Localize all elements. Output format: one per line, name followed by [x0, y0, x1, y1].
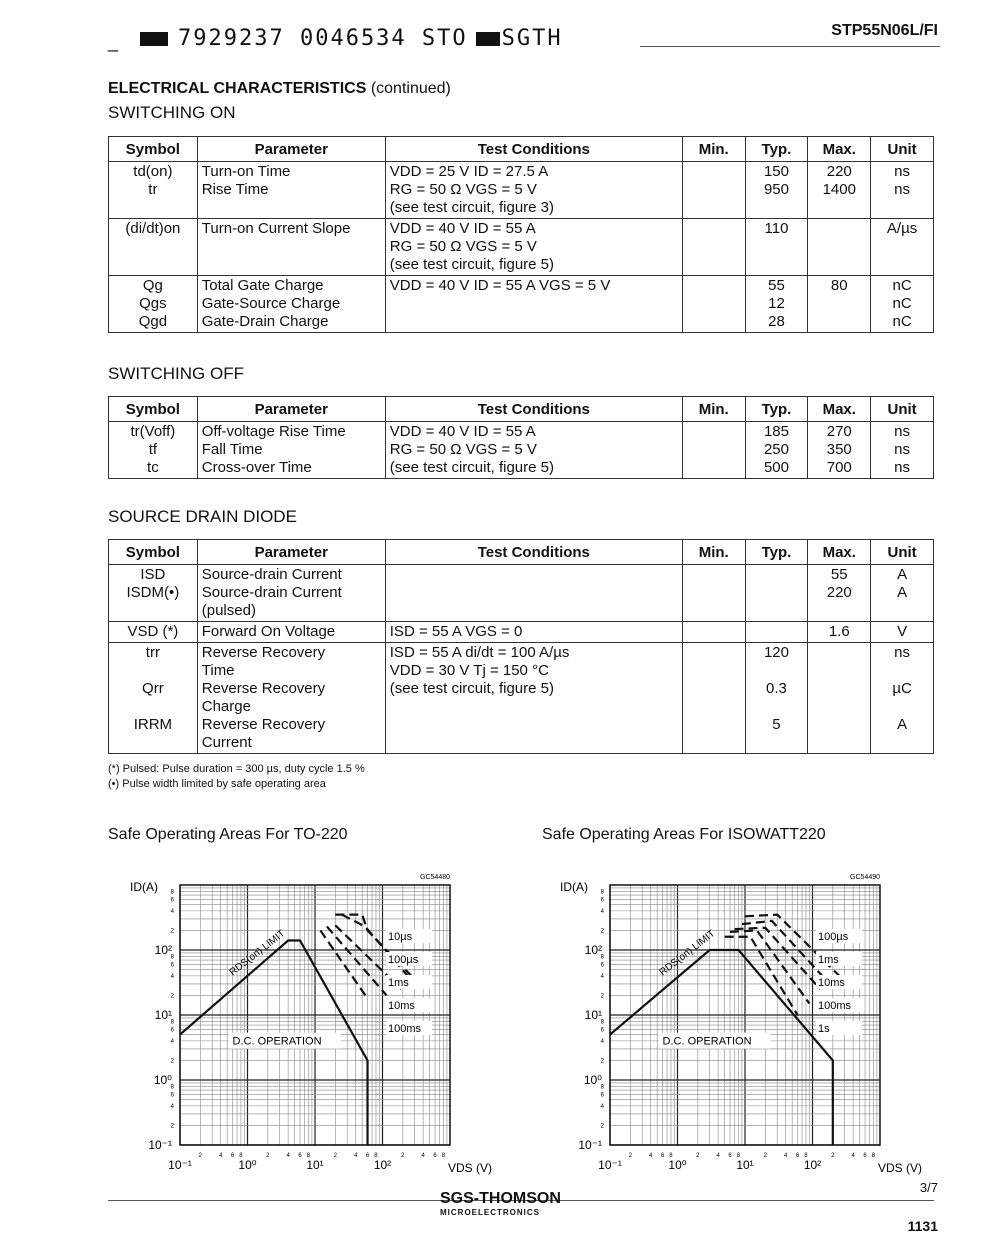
x-minor-tick-label: 8 [669, 1153, 673, 1159]
cell-cond: ISD = 55 A VGS = 0 [385, 622, 682, 643]
y-minor-tick-label: 2 [600, 1058, 604, 1065]
y-minor-tick-label: 8 [170, 1084, 174, 1091]
x-minor-tick-label: 6 [863, 1153, 867, 1159]
y-tick-label: 10¹ [154, 1008, 172, 1022]
cell-min [682, 422, 745, 479]
cell-typ: 150 950 [745, 162, 808, 219]
cell-cond: VDD = 40 V ID = 55 A RG = 50 Ω VGS = 5 V (see test circuit, figure 5) [385, 219, 682, 276]
cell-unit: ns ns [871, 162, 934, 219]
series-label: 100µs [818, 931, 849, 943]
column-header: Typ. [745, 137, 808, 162]
header-dash: _ [108, 32, 119, 52]
cell-unit: A A [871, 565, 934, 622]
x-minor-tick-label: 6 [433, 1153, 437, 1159]
column-header: Symbol [109, 397, 198, 422]
y-minor-tick-label: 4 [600, 908, 604, 915]
table-row [109, 276, 934, 333]
x-minor-tick-label: 4 [716, 1153, 720, 1159]
x-tick-label: 10¹ [736, 1158, 754, 1172]
column-header: Typ. [745, 540, 808, 565]
y-minor-tick-label: 8 [600, 954, 604, 961]
column-header: Max. [808, 137, 871, 162]
switching-on-table [108, 136, 934, 333]
y-minor-tick-label: 4 [170, 973, 174, 980]
series-label: 100µs [388, 954, 419, 966]
x-axis-label: VDS (V) [448, 1161, 493, 1175]
cell-symbol: VSD (*) [109, 622, 198, 643]
cell-typ: 120 0.3 5 [745, 643, 808, 754]
cell-symbol: td(on) tr [109, 162, 198, 219]
y-tick-label: 10⁻¹ [148, 1138, 172, 1152]
column-header: Parameter [197, 397, 385, 422]
cell-param: Turn-on Current Slope [197, 219, 385, 276]
cell-param: Total Gate Charge Gate-Source Charge Gate-Drain Charge [197, 276, 385, 333]
y-minor-tick-label: 4 [600, 1103, 604, 1110]
cell-unit: ns µC A [871, 643, 934, 754]
x-minor-tick-label: 8 [871, 1153, 876, 1159]
column-header: Test Conditions [385, 540, 682, 565]
column-header: Parameter [197, 137, 385, 162]
x-minor-tick-label: 2 [266, 1153, 270, 1159]
series-label: 10ms [388, 1000, 415, 1012]
y-tick-label: 10⁰ [583, 1073, 602, 1087]
y-minor-tick-label: 8 [600, 1084, 604, 1091]
x-minor-tick-label: 2 [831, 1153, 835, 1159]
page-number: 1131 [907, 1218, 938, 1234]
x-tick-label: 10¹ [306, 1158, 324, 1172]
series-label: 100ms [818, 1000, 852, 1012]
series-label: 1s [818, 1023, 830, 1035]
cell-typ [745, 565, 808, 622]
y-axis-label: ID(A) [560, 880, 588, 894]
column-header: Test Conditions [385, 137, 682, 162]
table-row [109, 422, 934, 479]
cell-min [682, 622, 745, 643]
page-indicator: 3/7 [919, 1180, 938, 1195]
column-header: Symbol [109, 540, 198, 565]
cell-max: 55 220 [808, 565, 871, 622]
table-row [109, 622, 934, 643]
x-minor-tick-label: 2 [628, 1153, 632, 1159]
x-minor-tick-label: 4 [851, 1153, 855, 1159]
y-minor-tick-label: 6 [600, 962, 604, 969]
cell-symbol: tr(Voff) tf tc [109, 422, 198, 479]
x-minor-tick-label: 8 [374, 1153, 378, 1159]
x-minor-tick-label: 4 [218, 1153, 223, 1159]
y-minor-tick-label: 8 [600, 889, 604, 896]
header-rule [640, 46, 940, 47]
x-minor-tick-label: 6 [230, 1153, 235, 1159]
y-minor-tick-label: 2 [170, 928, 174, 935]
x-tick-label: 10² [803, 1158, 822, 1172]
x-minor-tick-label: 4 [783, 1153, 788, 1159]
y-minor-tick-label: 4 [170, 1103, 174, 1110]
cell-symbol: ISD ISDM(•) [109, 565, 198, 622]
section-title-switching-on: SWITCHING ON [108, 103, 236, 122]
series-label: 1ms [818, 954, 839, 966]
y-minor-tick-label: 2 [600, 928, 604, 935]
y-tick-label: 10² [584, 943, 602, 957]
table-row [109, 219, 934, 276]
cell-typ: 110 [745, 219, 808, 276]
code-left: 7929237 0046534 STO [178, 26, 468, 51]
cell-param: Off-voltage Rise Time Fall Time Cross-over Time [197, 422, 385, 479]
x-minor-tick-label: 8 [736, 1153, 741, 1159]
chart-code-label: GC54480 [420, 874, 450, 881]
cell-cond: VDD = 25 V ID = 27.5 A RG = 50 Ω VGS = 5 V (see test circuit, figure 3) [385, 162, 682, 219]
soa-chart-to220 [100, 860, 493, 1180]
table-row [109, 162, 934, 219]
title-sub: (continued) [370, 80, 451, 97]
x-minor-tick-label: 4 [286, 1153, 290, 1159]
y-minor-tick-label: 2 [600, 993, 604, 1000]
y-minor-tick-label: 6 [170, 1092, 174, 1099]
x-minor-tick-label: 4 [353, 1153, 358, 1159]
document-code [140, 26, 563, 51]
x-tick-label: 10⁰ [668, 1158, 687, 1172]
column-header: Unit [871, 540, 934, 565]
source-drain-table [108, 539, 934, 754]
y-minor-tick-label: 6 [170, 962, 174, 969]
y-minor-tick-label: 8 [170, 889, 174, 896]
cell-unit: V [871, 622, 934, 643]
cell-max: 80 [808, 276, 871, 333]
cell-unit: ns ns ns [871, 422, 934, 479]
y-tick-label: 10¹ [584, 1008, 602, 1022]
cell-cond: VDD = 40 V ID = 55 A VGS = 5 V [385, 276, 682, 333]
soa-chart-isowatt220 [530, 860, 923, 1180]
table-header-row [109, 397, 934, 422]
x-minor-tick-label: 2 [401, 1153, 405, 1159]
y-minor-tick-label: 2 [170, 1058, 174, 1065]
chart-title-to220: Safe Operating Areas For TO-220 [108, 826, 348, 843]
cell-symbol: Qg Qgs Qgd [109, 276, 198, 333]
note-pulsed: (*) Pulsed: Pulse duration = 300 µs, duty cycle 1.5 % [108, 763, 365, 775]
table-row [109, 565, 934, 622]
cell-typ: 55 12 28 [745, 276, 808, 333]
logo-text: SGS-THOMSON [440, 1190, 561, 1207]
y-tick-label: 10² [154, 943, 172, 957]
x-minor-tick-label: 6 [298, 1153, 302, 1159]
y-minor-tick-label: 8 [170, 954, 174, 961]
x-minor-tick-label: 4 [421, 1153, 425, 1159]
column-header: Max. [808, 540, 871, 565]
x-minor-tick-label: 6 [728, 1153, 732, 1159]
black-bar-icon [476, 32, 500, 46]
x-tick-label: 10⁻¹ [168, 1158, 192, 1172]
y-tick-label: 10⁻¹ [578, 1138, 602, 1152]
y-minor-tick-label: 6 [600, 1092, 604, 1099]
note-pulse-width: (•) Pulse width limited by safe operating area [108, 778, 326, 790]
column-header: Typ. [745, 397, 808, 422]
cell-symbol: (di/dt)on [109, 219, 198, 276]
y-minor-tick-label: 4 [170, 1038, 174, 1045]
x-minor-tick-label: 8 [239, 1153, 243, 1159]
column-header: Min. [682, 137, 745, 162]
cell-max: 270 350 700 [808, 422, 871, 479]
dc-operation-label: D.C. OPERATION [232, 1035, 322, 1048]
code-right: SGTH [501, 26, 563, 51]
cell-unit: nC nC nC [871, 276, 934, 333]
chart-title-isowatt220: Safe Operating Areas For ISOWATT220 [542, 826, 826, 843]
section-title-switching-off: SWITCHING OFF [108, 364, 244, 383]
column-header: Unit [871, 397, 934, 422]
black-bar-icon [140, 32, 168, 46]
x-minor-tick-label: 6 [660, 1153, 665, 1159]
company-logo [440, 1190, 561, 1217]
cell-min [682, 643, 745, 754]
chart-code-label: GC54490 [850, 874, 880, 881]
cell-typ [745, 622, 808, 643]
cell-min [682, 565, 745, 622]
x-tick-label: 10² [373, 1158, 392, 1172]
table-header-row [109, 137, 934, 162]
y-minor-tick-label: 4 [600, 973, 604, 980]
rds-limit-label: RDS(on) LIMIT [227, 928, 288, 979]
part-number: STP55N06L/FI [831, 22, 938, 39]
column-header: Symbol [109, 137, 198, 162]
column-header: Min. [682, 540, 745, 565]
x-minor-tick-label: 2 [198, 1153, 202, 1159]
column-header: Unit [871, 137, 934, 162]
soa-curve-3 [327, 926, 387, 995]
x-minor-tick-label: 6 [365, 1153, 370, 1159]
cell-max: 1.6 [808, 622, 871, 643]
y-minor-tick-label: 2 [170, 1123, 174, 1130]
y-minor-tick-label: 8 [600, 1019, 604, 1026]
cell-typ: 185 250 500 [745, 422, 808, 479]
cell-symbol: trr Qrr IRRM [109, 643, 198, 754]
logo-subtext: MICROELECTRONICS [440, 1208, 540, 1217]
table-header-row [109, 540, 934, 565]
page-title: ELECTRICAL CHARACTERISTICS (continued) [108, 80, 451, 97]
x-minor-tick-label: 8 [306, 1153, 311, 1159]
table-row [109, 643, 934, 754]
series-label: 1ms [388, 977, 409, 989]
cell-max [808, 643, 871, 754]
cell-cond: ISD = 55 A di/dt = 100 A/µs VDD = 30 V Tj = 150 °C (see test circuit, figure 5) [385, 643, 682, 754]
series-label: 10ms [818, 977, 845, 989]
dc-operation-label: D.C. OPERATION [662, 1035, 752, 1048]
y-minor-tick-label: 4 [170, 908, 174, 915]
y-minor-tick-label: 6 [600, 897, 604, 904]
y-minor-tick-label: 4 [600, 1038, 604, 1045]
column-header: Min. [682, 397, 745, 422]
section-title-source-drain: SOURCE DRAIN DIODE [108, 507, 297, 526]
y-minor-tick-label: 2 [600, 1123, 604, 1130]
y-minor-tick-label: 2 [170, 993, 174, 1000]
cell-max: 220 1400 [808, 162, 871, 219]
y-axis-label: ID(A) [130, 880, 158, 894]
cell-min [682, 276, 745, 333]
cell-cond: VDD = 40 V ID = 55 A RG = 50 Ω VGS = 5 V (see test circuit, figure 5) [385, 422, 682, 479]
series-label: 100ms [388, 1023, 422, 1035]
y-tick-label: 10⁰ [153, 1073, 172, 1087]
x-tick-label: 10⁻¹ [598, 1158, 622, 1172]
cell-unit: A/µs [871, 219, 934, 276]
column-header: Max. [808, 397, 871, 422]
soa-curve-1 [342, 915, 415, 984]
cell-param: Reverse Recovery Time Reverse Recovery Charge Reverse Recovery Current [197, 643, 385, 754]
cell-cond [385, 565, 682, 622]
cell-param: Forward On Voltage [197, 622, 385, 643]
cell-param: Turn-on Time Rise Time [197, 162, 385, 219]
x-minor-tick-label: 2 [696, 1153, 700, 1159]
x-minor-tick-label: 4 [648, 1153, 653, 1159]
cell-param: Source-drain Current Source-drain Current (pulsed) [197, 565, 385, 622]
x-minor-tick-label: 2 [333, 1153, 337, 1159]
series-label: 10µs [388, 931, 413, 943]
y-minor-tick-label: 8 [170, 1019, 174, 1026]
rds-limit-label: RDS(on) LIMIT [657, 928, 718, 979]
column-header: Test Conditions [385, 397, 682, 422]
x-minor-tick-label: 8 [804, 1153, 808, 1159]
x-tick-label: 10⁰ [238, 1158, 257, 1172]
x-minor-tick-label: 6 [795, 1153, 800, 1159]
switching-off-table [108, 396, 934, 479]
y-minor-tick-label: 6 [170, 1027, 174, 1034]
column-header: Parameter [197, 540, 385, 565]
x-minor-tick-label: 8 [441, 1153, 446, 1159]
y-minor-tick-label: 6 [600, 1027, 604, 1034]
x-minor-tick-label: 2 [763, 1153, 767, 1159]
cell-min [682, 219, 745, 276]
x-axis-label: VDS (V) [878, 1161, 923, 1175]
cell-min [682, 162, 745, 219]
cell-max [808, 219, 871, 276]
y-minor-tick-label: 6 [170, 897, 174, 904]
